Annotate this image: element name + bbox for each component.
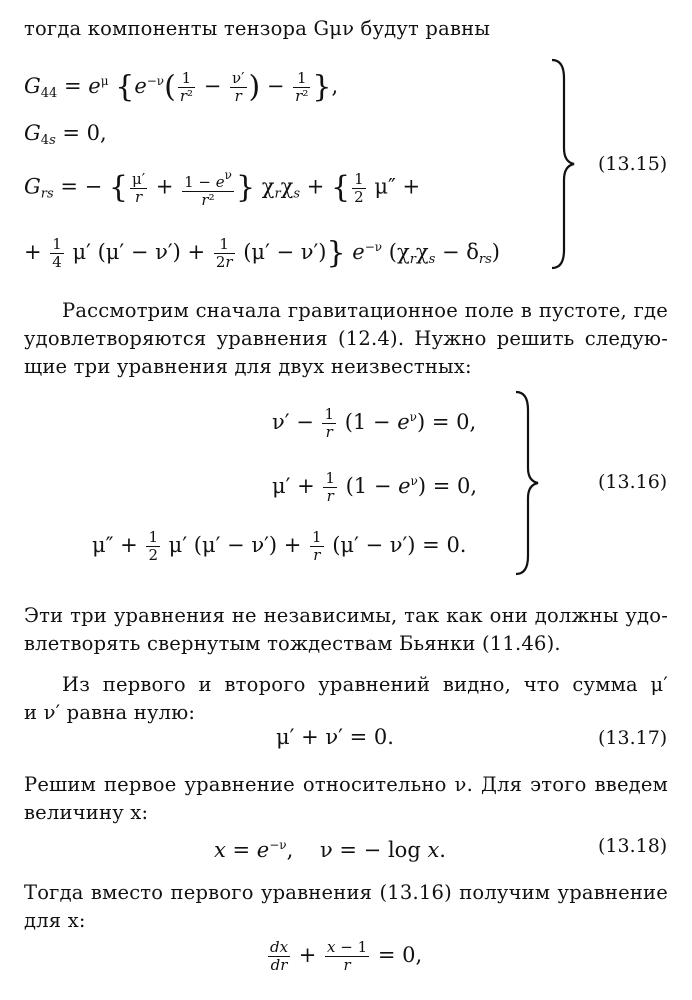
p3-line-1: Эти три уравнения не независимы, так как они должны удо- xyxy=(24,604,668,627)
equation-nu: ν′ − $\frac{1}{r}$ $(1 - e^\nu) = 0$, xyxy=(272,405,477,441)
p3-line-2: влетворять свернутым тождествам Бьянки (11.46). xyxy=(24,632,561,655)
right-brace-13-15 xyxy=(548,58,578,270)
p6-line-2: для x: xyxy=(24,909,86,932)
intro-line: тогда компоненты тензора Gμν будут равны xyxy=(24,17,491,40)
equation-g44: $G_{44} = e^\mu$ {$e^{-\nu}$( $\frac{1}{\text{r²}}$ − $\frac{\nu'}{r}$ ) − $\frac{1}{\text{r²}}$ }, xyxy=(24,69,339,105)
equation-sum: μ′ + ν′ = 0. xyxy=(276,725,394,749)
eqnum-13-15: (13.15) xyxy=(598,153,668,175)
p2-line-2: удовлетворяются уравнения (12.4). Нужно решить следую- xyxy=(24,327,668,350)
p5-line-1: Решим первое уравнение относительно ν. Для этого введем xyxy=(24,773,668,796)
eqnum-13-16: (13.16) xyxy=(598,471,668,493)
p2-line-3: щие три уравнения для двух неизвестных: xyxy=(24,355,472,378)
eqnum-13-18: (13.18) xyxy=(598,835,668,857)
right-brace-13-16 xyxy=(512,390,542,576)
p2-line-1: Рассмотрим сначала гравитационное поле в пустоте, где xyxy=(62,299,668,322)
equation-dxdr: $\frac{dx}{dr}$ + $\frac{x - 1}{r}$ = 0, xyxy=(270,938,423,974)
equation-mu: μ′ + $\frac{1}{r}$ $(1 - e^\nu) = 0$, xyxy=(272,469,478,505)
equation-mu-second: μ″ + $\frac{1}{2}$ μ′ (μ′ − ν′) + $\frac{1}{r}$ (μ′ − ν′) = 0. xyxy=(92,528,467,564)
equation-grs-part2: + $\frac{1}{4}$ μ′ (μ′ − ν′) + $\frac{1}{2r}$ (μ′ − ν′)} $e^{-\nu}$ $(\chi_r\chi_s - \delta_{rs})$ xyxy=(24,235,500,271)
p4-line-1: Из первого и второго уравнений видно, что сумма μ′ xyxy=(62,673,668,696)
p4-line-2: и ν′ равна нулю: xyxy=(24,701,196,724)
p6-line-1: Тогда вместо первого уравнения (13.16) получим уравнение xyxy=(24,881,668,904)
equation-grs-part1: $G_{rs}$ = − { $\frac{\mu'}{r}$ + $\frac{1 - e^\nu}{\text{r²}}$ } $\chi_r\chi_s$ + { $\frac{1}{2}$ μ″ + xyxy=(24,168,421,209)
eqnum-13-17: (13.17) xyxy=(598,727,668,749)
equation-g4s: $G_{4s} = 0$, xyxy=(24,121,107,148)
p5-line-2: величину x: xyxy=(24,801,149,824)
equation-x: $x = e^{-\nu}$, ν = − log x. xyxy=(214,838,446,862)
